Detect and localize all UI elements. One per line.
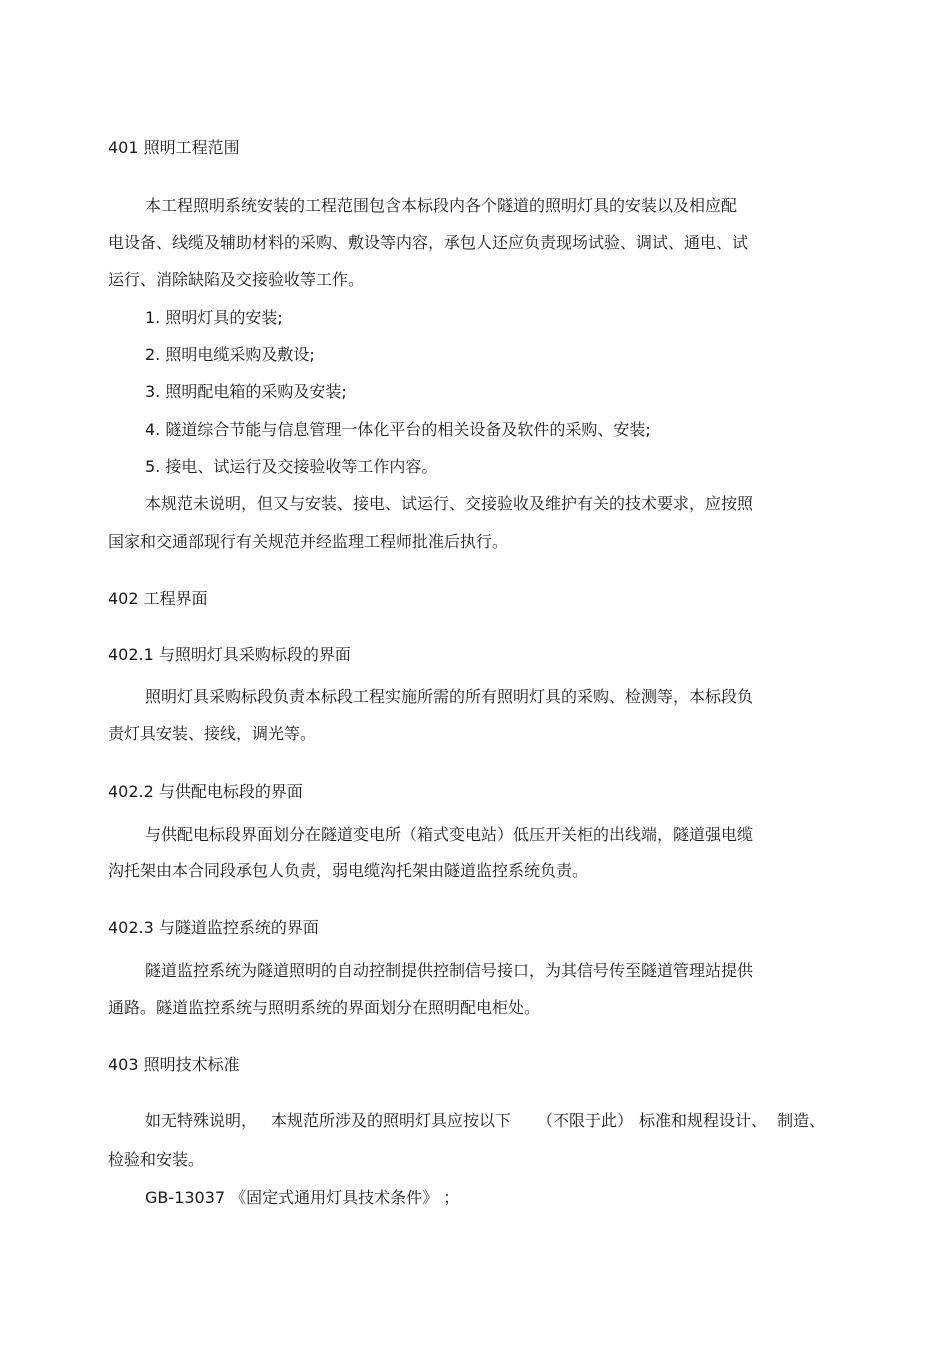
section-402-3-title: 402.3 与隧道监控系统的界面 — [108, 918, 319, 937]
list-item: 3. 照明配电箱的采购及安装; — [145, 382, 347, 401]
list-item: 1. 照明灯具的安装; — [145, 308, 283, 327]
list-item: 4. 隧道综合节能与信息管理一体化平台的相关设备及软件的采购、安装; — [145, 420, 651, 439]
paragraph-401b-line-2: 国家和交通部现行有关规范并经监理工程师批准后执行。 — [108, 532, 509, 551]
paragraph-402-3-line-2: 通路。隧道监控系统与照明系统的界面划分在照明配电柜处。 — [108, 998, 541, 1017]
section-402-2-title: 402.2 与供配电标段的界面 — [108, 782, 303, 801]
paragraph-403-part-5: 制造、 — [777, 1111, 826, 1130]
paragraph-402-2-line-2: 沟托架由本合同段承包人负责，弱电缆沟托架由隧道监控系统负责。 — [108, 861, 589, 880]
paragraph-403-part-4: 标准和规程设计、 — [639, 1111, 768, 1130]
paragraph-402-1-line-1: 照明灯具采购标段负责本标段工程实施所需的所有照明灯具的采购、检测等，本标段负 — [145, 687, 754, 706]
section-403-title: 403 照明技术标准 — [108, 1055, 240, 1074]
paragraph-403-line-2: 检验和安装。 — [108, 1150, 205, 1169]
standard-reference: GB-13037 《固定式通用灯具技术条件》 ； — [145, 1188, 460, 1207]
paragraph-402-2-line-1: 与供配电标段界面划分在隧道变电所（箱式变电站）低压开关柜的出线端，隧道强电缆 — [145, 825, 754, 844]
paragraph-403-line-1 — [145, 1111, 825, 1131]
section-402-title: 402 工程界面 — [108, 589, 208, 608]
paragraph-403-part-3: （不限于此） — [537, 1111, 634, 1130]
paragraph-401b-line-1: 本规范未说明，但又与安装、接电、试运行、交接验收及维护有关的技术要求，应按照 — [145, 494, 754, 513]
paragraph-401-line-1: 本工程照明系统安装的工程范围包含本标段内各个隧道的照明灯具的安装以及相应配 — [145, 196, 738, 215]
section-401-title: 401 照明工程范围 — [108, 138, 240, 157]
paragraph-403-part-1: 如无特殊说明， — [145, 1111, 258, 1130]
paragraph-401-line-3: 运行、消除缺陷及交接验收等工作。 — [108, 270, 365, 289]
paragraph-401-line-2: 电设备、线缆及辅助材料的采购、敷设等内容，承包人还应负责现场试验、调试、通电、试 — [108, 233, 749, 252]
paragraph-402-3-line-1: 隧道监控系统为隧道照明的自动控制提供控制信号接口，为其信号传至隧道管理站提供 — [145, 961, 754, 980]
list-item: 5. 接电、试运行及交接验收等工作内容。 — [145, 457, 438, 476]
paragraph-403-part-2: 本规范所涉及的照明灯具应按以下 — [271, 1111, 512, 1130]
paragraph-402-1-line-2: 责灯具安装、接线，调光等。 — [108, 724, 317, 743]
list-item: 2. 照明电缆采购及敷设; — [145, 345, 315, 364]
section-402-1-title: 402.1 与照明灯具采购标段的界面 — [108, 645, 351, 664]
